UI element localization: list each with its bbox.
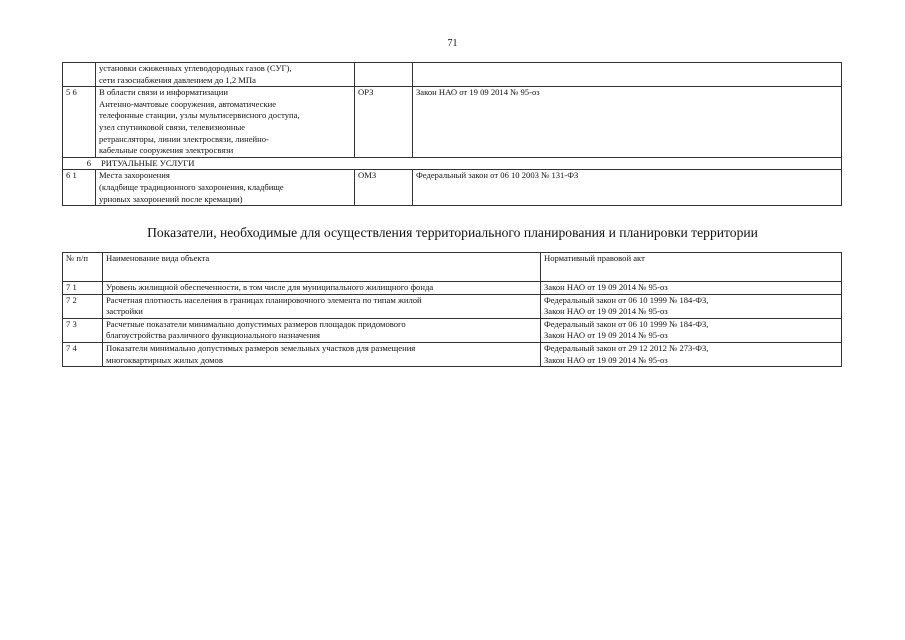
text-line: урновых захоронений после кремации) (99, 193, 243, 204)
indicators-table (62, 252, 842, 367)
section-title: РИТУАЛЬНЫЕ УСЛУГИ (101, 157, 195, 168)
object-name (96, 63, 355, 87)
text-line: (кладбище традиционного захоронения, кладбище (99, 181, 284, 192)
facilities-table (62, 62, 842, 206)
header-num: № п/п (63, 253, 103, 282)
legal-act (413, 63, 842, 87)
indicator-name (103, 282, 541, 295)
legal-act (541, 318, 842, 342)
text-line: Расчетная плотность населения в границах планировочного элемента по типам жилой (106, 294, 422, 305)
row-number: 7 4 (63, 342, 103, 366)
text-line: Закон НАО от 19 09 2014 № 95-оз (544, 354, 668, 365)
object-name (96, 87, 355, 158)
text-line: установки сжиженных углеводородных газов (СУГ), (99, 63, 292, 73)
text-line: многоквартирных жилых домов (106, 354, 223, 365)
text-line: благоустройства различного функционального назначения (106, 330, 320, 341)
text-line: телефонные станции, узлы мультисервисного доступа, (99, 110, 300, 121)
text-line: застройки (106, 306, 143, 317)
indicator-name (103, 342, 541, 366)
text-line: Уровень жилищной обеспеченности, в том числе для муниципального жилищного фонда (106, 282, 434, 292)
row-number: 6 1 (63, 170, 96, 206)
indicator-name (103, 318, 541, 342)
legal-act (541, 342, 842, 366)
text-line: Антенно-мачтовые сооружения, автоматические (99, 98, 277, 109)
text-line: Закон НАО от 19 09 2014 № 95-оз (544, 306, 668, 317)
row-number: 7 1 (63, 282, 103, 295)
legal-act: Закон НАО от 19 09 2014 № 95-оз (413, 87, 842, 158)
page-number: 71 (447, 38, 458, 49)
row-number: 5 6 (63, 87, 96, 158)
zone-type: ОМЗ (355, 170, 413, 206)
section-row (63, 157, 842, 170)
table-row (63, 282, 842, 295)
table-row (63, 170, 842, 206)
table-row (63, 87, 842, 158)
table-row (63, 342, 842, 366)
text-line: Федеральный закон от 06 10 1999 № 184-ФЗ, (544, 318, 709, 329)
text-line: ретрансляторы, линии электросвязи, линейно- (99, 133, 269, 144)
text-line: Места захоронения (99, 170, 170, 181)
table-row (63, 294, 842, 318)
zone-type (355, 63, 413, 87)
table-row (63, 63, 842, 87)
text-line: Закон НАО от 19 09 2014 № 95-оз (544, 282, 668, 292)
text-line: Закон НАО от 19 09 2014 № 95-оз (544, 330, 668, 341)
table-row (63, 318, 842, 342)
indicators-heading: Показатели, необходимые для осуществления территориального планирования и планировки территории (147, 225, 758, 240)
legal-act (541, 294, 842, 318)
header-act: Нормативный правовой акт (541, 253, 842, 282)
row-number: 7 3 (63, 318, 103, 342)
legal-act (541, 282, 842, 295)
text-line: Федеральный закон от 06 10 1999 № 184-ФЗ, (544, 294, 709, 305)
text-line: узел спутниковой связи, телевизионные (99, 121, 246, 132)
text-line: кабельные сооружения электросвязи (99, 145, 234, 156)
indicator-name (103, 294, 541, 318)
text-line: В области связи и информатизации (99, 87, 228, 98)
section-number: 6 (86, 157, 91, 168)
zone-type: ОРЗ (355, 87, 413, 158)
text-line: Расчетные показатели минимально допустимых размеров площадок придомового (106, 318, 406, 329)
table-header-row (63, 253, 842, 282)
text-line: сети газоснабжения давлением до 1,2 МПа (99, 74, 256, 85)
row-number (63, 63, 96, 87)
text-line: Федеральный закон от 29 12 2012 № 273-ФЗ, (544, 342, 709, 353)
legal-act: Федеральный закон от 06 10 2003 № 131-ФЗ (413, 170, 842, 206)
header-name: Наименование вида объекта (103, 253, 541, 282)
row-number: 7 2 (63, 294, 103, 318)
object-name (96, 170, 355, 206)
text-line: Показатели минимально допустимых размеров земельных участков для размещения (106, 342, 416, 353)
